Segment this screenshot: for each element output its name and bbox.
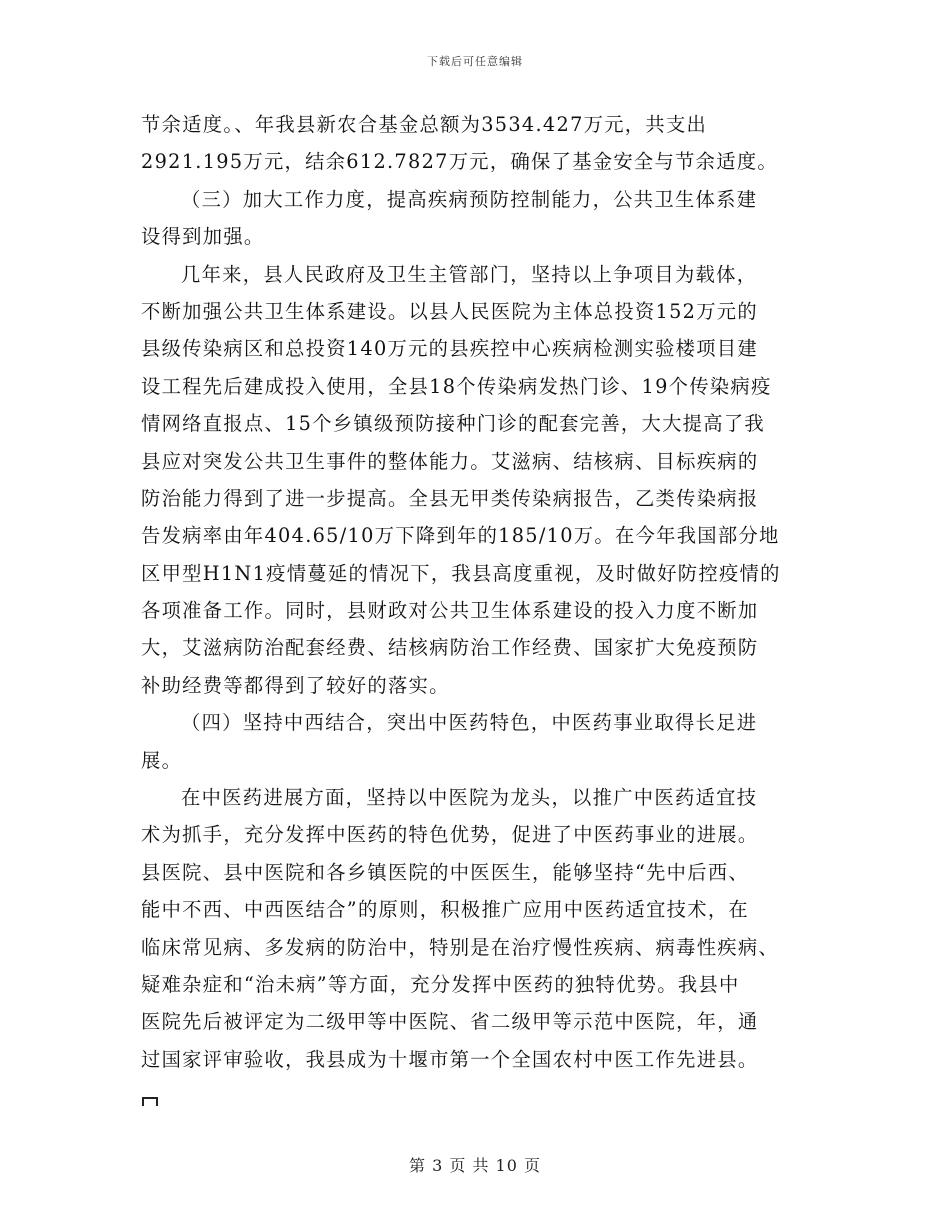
body-line: 2921.195万元，结余612.7827万元，确保了基金安全与节余适度。 — [141, 150, 779, 174]
body-line: 县级传染病区和总投资140万元的县疾控中心疾病检测实验楼项目建 — [141, 337, 758, 361]
body-line: 县医院、县中医院和各乡镇医院的中医医生，能够坚持“先中后西、 — [141, 860, 750, 884]
body-line: 防治能力得到了进一步提高。全县无甲类传染病报告，乙类传染病报 — [141, 486, 759, 510]
body-line: 区甲型H1N1疫情蔓延的情况下，我县高度重视，及时做好防控疫情的 — [141, 561, 781, 585]
body-line: 各项准备工作。同时，县财政对公共卫生体系建设的投入力度不断加 — [141, 599, 759, 623]
body-line: 大，艾滋病防治配套经费、结核病防治工作经费、国家扩大免疫预防 — [141, 636, 759, 660]
body-line: 临床常见病、多发病的防治中，特别是在治疗慢性疾病、病毒性疾病、 — [141, 935, 780, 959]
section-heading-4: （四）坚持中西结合，突出中医药特色，中医药事业取得长足进 — [181, 711, 758, 735]
body-line: 告发病率由年404.65/10万下降到年的185/10万。在今年我国部分地 — [141, 524, 780, 548]
body-line: 在中医药进展方面，坚持以中医院为龙头，以推广中医药适宜技 — [181, 786, 758, 810]
body-line: 节余适度。、年我县新农合基金总额为3534.427万元，共支出 — [141, 113, 708, 136]
body-line: 补助经费等都得到了较好的落实。 — [141, 673, 450, 697]
body-line: 能中不西、中西医结合”的原则，积极推广应用中医药适宜技术，在 — [141, 898, 750, 922]
page-corner-mark — [142, 1097, 158, 1106]
section-heading-4-cont: 展。 — [141, 748, 183, 772]
section-heading-3-cont: 设得到加强。 — [141, 225, 265, 249]
section-heading-3: （三）加大工作力度，提高疾病预防控制能力，公共卫生体系建 — [181, 187, 758, 211]
page-header: 下载后可任意编辑 — [427, 55, 523, 68]
page-footer: 第 3 页 共 10 页 — [409, 1156, 541, 1175]
body-line: 几年来，县人民政府及卫生主管部门，坚持以上争项目为载体， — [181, 262, 758, 286]
body-line: 县应对突发公共卫生事件的整体能力。艾滋病、结核病、目标疾病的 — [141, 449, 759, 473]
body-line: 医院先后被评定为二级甲等中医院、省二级甲等示范中医院，年，通 — [141, 1010, 759, 1034]
body-line: 不断加强公共卫生体系建设。以县人民医院为主体总投资152万元的 — [141, 299, 758, 323]
body-line: 情网络直报点、15个乡镇级预防接种门诊的配套完善，大大提高了我 — [141, 412, 765, 436]
body-line: 过国家评审验收，我县成为十堰市第一个全国农村中医工作先进县。 — [141, 1047, 759, 1071]
document-body — [141, 106, 811, 1078]
body-line: 术为抓手，充分发挥中医药的特色优势，促进了中医药事业的进展。 — [141, 823, 759, 847]
body-line: 设工程先后建成投入使用，全县18个传染病发热门诊、19个传染病疫 — [141, 374, 772, 398]
body-line: 疑难杂症和“治未病”等方面，充分发挥中医药的独特优势。我县中 — [141, 972, 740, 996]
